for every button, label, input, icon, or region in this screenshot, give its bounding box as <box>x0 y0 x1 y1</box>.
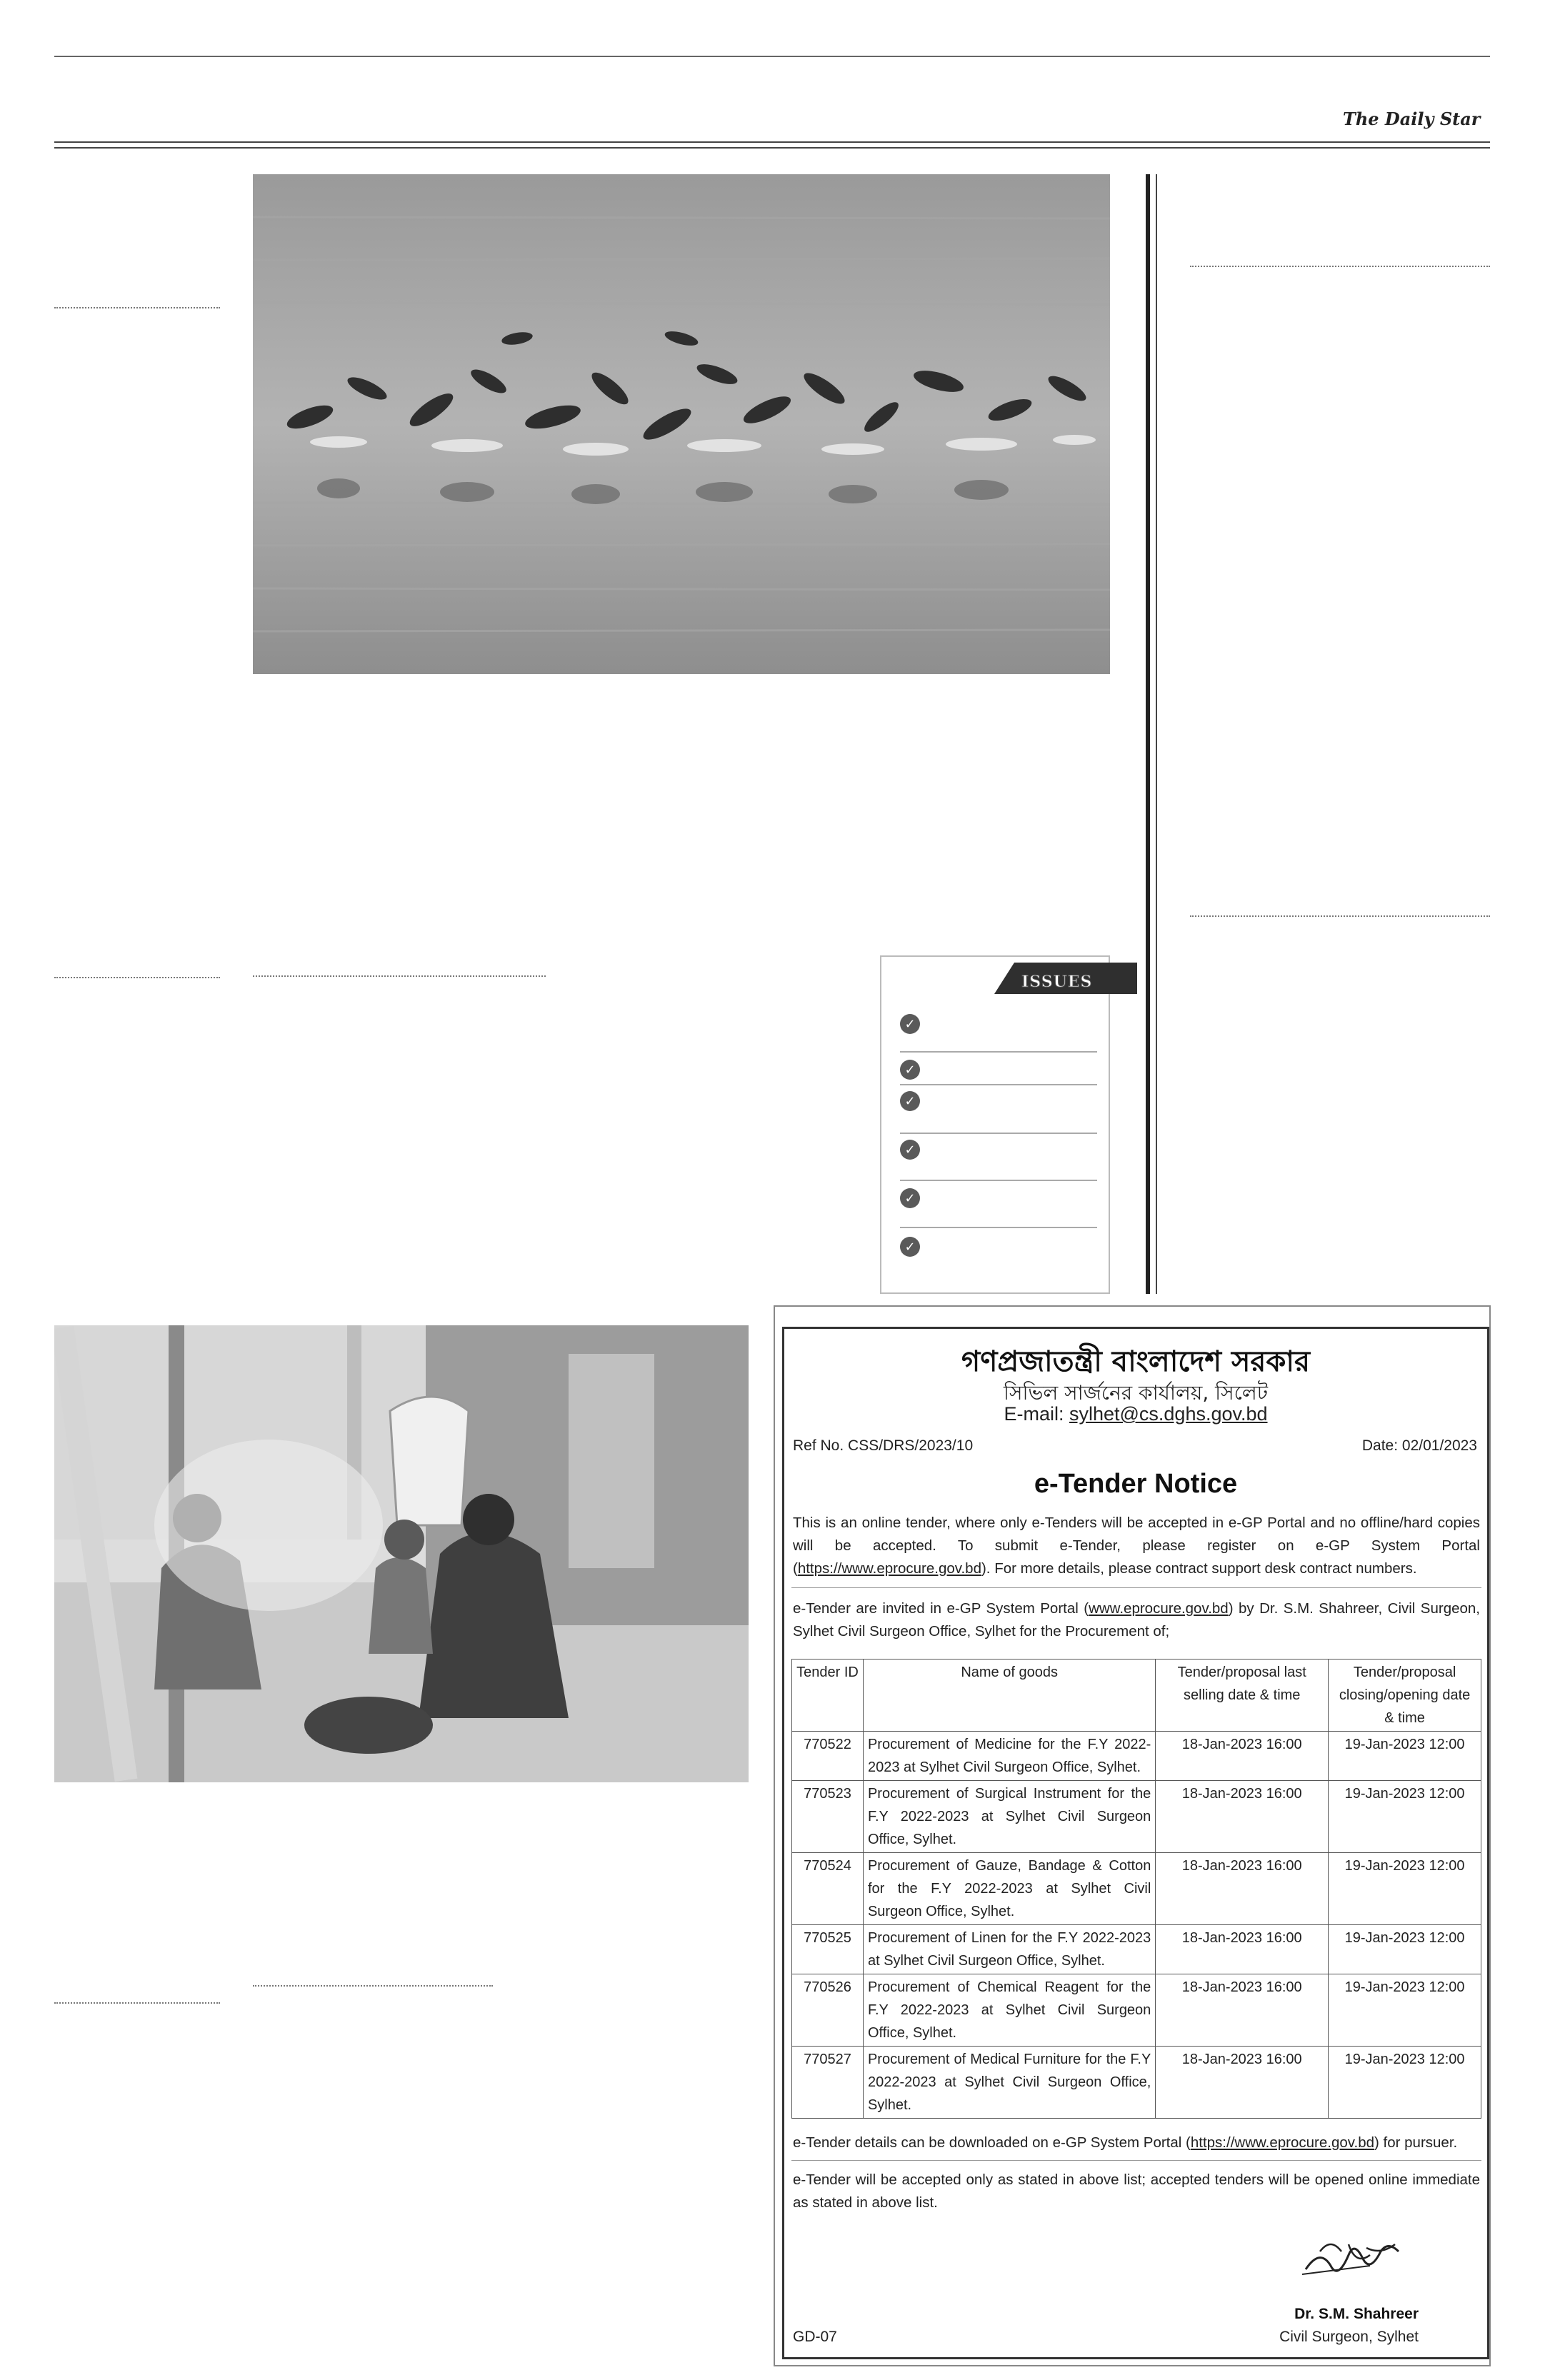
signatory-name: Dr. S.M. Shahreer <box>1294 2306 1419 2322</box>
selling-date: 18-Jan-2023 16:00 <box>1156 1732 1329 1781</box>
issue-divider <box>900 1051 1097 1053</box>
issue-divider <box>900 1084 1097 1085</box>
invite-text-2: ) by Dr. S.M. Shahreer, Civil Surgeon, Sylhet Civil Surgeon Office, Sylhet for the Procurement of; <box>793 1600 1480 1640</box>
notice-title: e-Tender Notice <box>1034 1469 1238 1499</box>
issue-divider <box>900 1227 1097 1228</box>
table-row <box>792 1974 1481 2047</box>
table-row <box>792 1925 1481 1974</box>
tender-id: 770522 <box>792 1732 864 1781</box>
signature-mark <box>1299 2230 1406 2287</box>
col-name-of-goods: Name of goods <box>863 1660 1155 1732</box>
tender-table <box>791 1659 1481 2119</box>
closing-date: 19-Jan-2023 12:00 <box>1329 1781 1481 1853</box>
goods-name: Procurement of Linen for the F.Y 2022-2023 at Sylhet Civil Surgeon Office, Sylhet. <box>863 1925 1155 1974</box>
table-row <box>792 1732 1481 1781</box>
reference-number: Ref No. CSS/DRS/2023/10 <box>793 1437 974 1454</box>
issue-divider <box>900 1133 1097 1134</box>
story-separator-1 <box>253 975 546 977</box>
eprocure-link[interactable]: https://www.eprocure.gov.bd <box>797 1560 981 1577</box>
selling-date: 18-Jan-2023 16:00 <box>1156 1781 1329 1853</box>
tender-id: 770523 <box>792 1781 864 1853</box>
check-circle-icon: ✓ <box>900 1014 920 1034</box>
download-note <box>793 2132 1480 2154</box>
masthead-rule-1 <box>54 141 1490 143</box>
left-col-separator-3 <box>54 2002 220 2004</box>
selling-date: 18-Jan-2023 16:00 <box>1156 1925 1329 1974</box>
check-circle-icon: ✓ <box>900 1140 920 1160</box>
office-name: সিভিল সার্জনের কার্যালয়, সিলেট <box>1003 1381 1269 1405</box>
top-rule <box>54 56 1490 57</box>
masthead-rule-2 <box>54 147 1490 149</box>
right-col-separator-2 <box>1190 915 1490 917</box>
download-text-2: ) for pursuer. <box>1374 2134 1458 2151</box>
acceptance-note: e-Tender will be accepted only as stated in above list; accepted tenders will be opened online immediate as stated in above list. <box>793 2171 1480 2211</box>
right-col-separator-1 <box>1190 266 1490 267</box>
eprocure-link[interactable]: www.eprocure.gov.bd <box>1089 1600 1229 1617</box>
notice-date: Date: 02/01/2023 <box>1361 1437 1477 1454</box>
tender-notice <box>782 1327 1489 2359</box>
table-header-row <box>792 1660 1481 1732</box>
closing-date: 19-Jan-2023 12:00 <box>1329 2047 1481 2119</box>
table-row <box>792 2047 1481 2119</box>
col-tender-id: Tender ID <box>792 1660 864 1732</box>
closing-date: 19-Jan-2023 12:00 <box>1329 1732 1481 1781</box>
intro-paragraph <box>793 1512 1480 1580</box>
goods-name: Procurement of Gauze, Bandage & Cotton for the F.Y 2022-2023 at Sylhet Civil Surgeon Office, Sylhet. <box>863 1853 1155 1925</box>
col-closing-date: Tender/proposal closing/opening date & time <box>1329 1660 1481 1732</box>
left-col-separator-2 <box>54 977 220 978</box>
paragraph-separator <box>791 2160 1481 2161</box>
tender-id: 770524 <box>792 1853 864 1925</box>
story-separator-2 <box>253 1985 493 1987</box>
column-divider-thick <box>1146 174 1150 1294</box>
check-circle-icon: ✓ <box>900 1060 920 1080</box>
govt-name: গণপ্রজাতন্ত্রী বাংলাদেশ সরকার <box>961 1345 1310 1378</box>
check-circle-icon: ✓ <box>900 1091 920 1111</box>
invite-text-1: e-Tender are invited in e-GP System Portal ( <box>793 1600 1089 1617</box>
selling-date: 18-Jan-2023 16:00 <box>1156 1974 1329 2047</box>
goods-name: Procurement of Chemical Reagent for the F.Y 2022-2023 at Sylhet Civil Surgeon Office, Sylhet. <box>863 1974 1155 2047</box>
tender-id: 770525 <box>792 1925 864 1974</box>
masthead-logo: The Daily Star <box>1343 109 1481 129</box>
intro-text-2: ). For more details, please contract support desk contract numbers. <box>981 1560 1417 1577</box>
closing-date: 19-Jan-2023 12:00 <box>1329 1853 1481 1925</box>
signatory-title: Civil Surgeon, Sylhet <box>1279 2329 1419 2345</box>
email-label: E-mail: <box>1004 1403 1069 1425</box>
office-email <box>784 1403 1487 1425</box>
tender-id: 770527 <box>792 2047 864 2119</box>
people-warming-by-fire-photo <box>54 1325 749 1782</box>
selling-date: 18-Jan-2023 16:00 <box>1156 2047 1329 2119</box>
email-link[interactable]: sylhet@cs.dghs.gov.bd <box>1069 1403 1268 1425</box>
paragraph-separator <box>791 1587 1481 1588</box>
tender-id: 770526 <box>792 1974 864 2047</box>
eprocure-link[interactable]: https://www.eprocure.gov.bd <box>1190 2134 1375 2151</box>
goods-name: Procurement of Surgical Instrument for the F.Y 2022-2023 at Sylhet Civil Surgeon Office, Sylhet. <box>863 1781 1155 1853</box>
issues-tag-label: ISSUES <box>1021 973 1093 991</box>
column-divider-thin <box>1156 174 1157 1294</box>
check-circle-icon: ✓ <box>900 1237 920 1257</box>
goods-name: Procurement of Medicine for the F.Y 2022-2023 at Sylhet Civil Surgeon Office, Sylhet. <box>863 1732 1155 1781</box>
download-text-1: e-Tender details can be downloaded on e-GP System Portal ( <box>793 2134 1191 2151</box>
left-col-separator-1 <box>54 307 220 308</box>
ad-code: GD-07 <box>793 2329 837 2345</box>
goods-name: Procurement of Medical Furniture for the F.Y 2022-2023 at Sylhet Civil Surgeon Office, Sylhet. <box>863 2047 1155 2119</box>
table-row <box>792 1853 1481 1925</box>
col-selling-date: Tender/proposal last selling date & time <box>1156 1660 1329 1732</box>
selling-date: 18-Jan-2023 16:00 <box>1156 1853 1329 1925</box>
table-row <box>792 1781 1481 1853</box>
check-circle-icon: ✓ <box>900 1188 920 1208</box>
invite-paragraph <box>793 1597 1480 1643</box>
intro-text-1: This is an online tender, where only e-Tenders will be accepted in e-GP Portal and no offline/hard copies will be accepted. To submit e-Tender, please register on e-GP System Portal ( <box>793 1515 1480 1577</box>
closing-date: 19-Jan-2023 12:00 <box>1329 1925 1481 1974</box>
issue-divider <box>900 1180 1097 1181</box>
closing-date: 19-Jan-2023 12:00 <box>1329 1974 1481 2047</box>
birds-on-water-photo <box>253 174 1110 674</box>
